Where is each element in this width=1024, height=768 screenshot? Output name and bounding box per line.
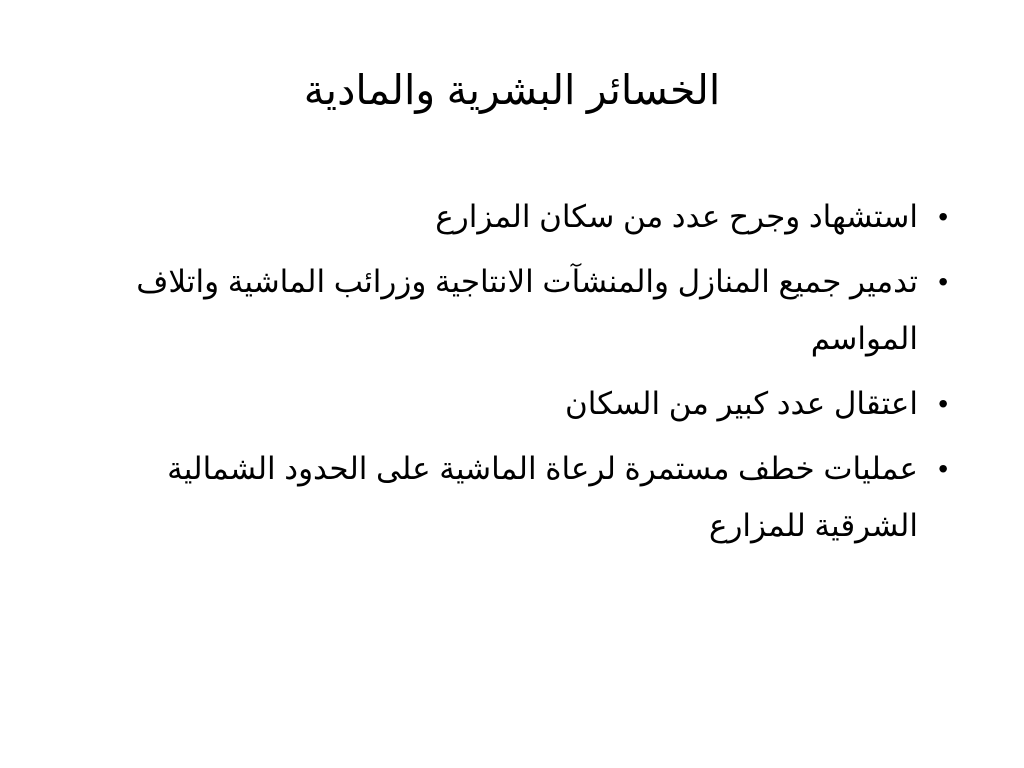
bullet-item-1 <box>88 188 948 245</box>
bullet-text: تدمير جميع المنازل والمنشآت الانتاجية وزرائب الماشية واتلاف المواسم <box>136 264 918 356</box>
bullet-item-2 <box>88 253 948 367</box>
bullet-list <box>88 188 948 562</box>
bullet-icon: • <box>938 388 948 419</box>
slide-title: الخسائر البشرية والمادية <box>303 67 721 113</box>
bullet-item-3 <box>88 375 948 432</box>
bullet-text: استشهاد وجرح عدد من سكان المزارع <box>435 199 918 234</box>
bullet-item-4 <box>88 440 948 554</box>
bullet-icon: • <box>938 453 948 484</box>
bullet-text: عمليات خطف مستمرة لرعاة الماشية على الحدود الشمالية الشرقية للمزارع <box>167 451 918 543</box>
bullet-icon: • <box>938 201 948 232</box>
bullet-text: اعتقال عدد كبير من السكان <box>565 386 918 421</box>
bullet-icon: • <box>938 266 948 297</box>
